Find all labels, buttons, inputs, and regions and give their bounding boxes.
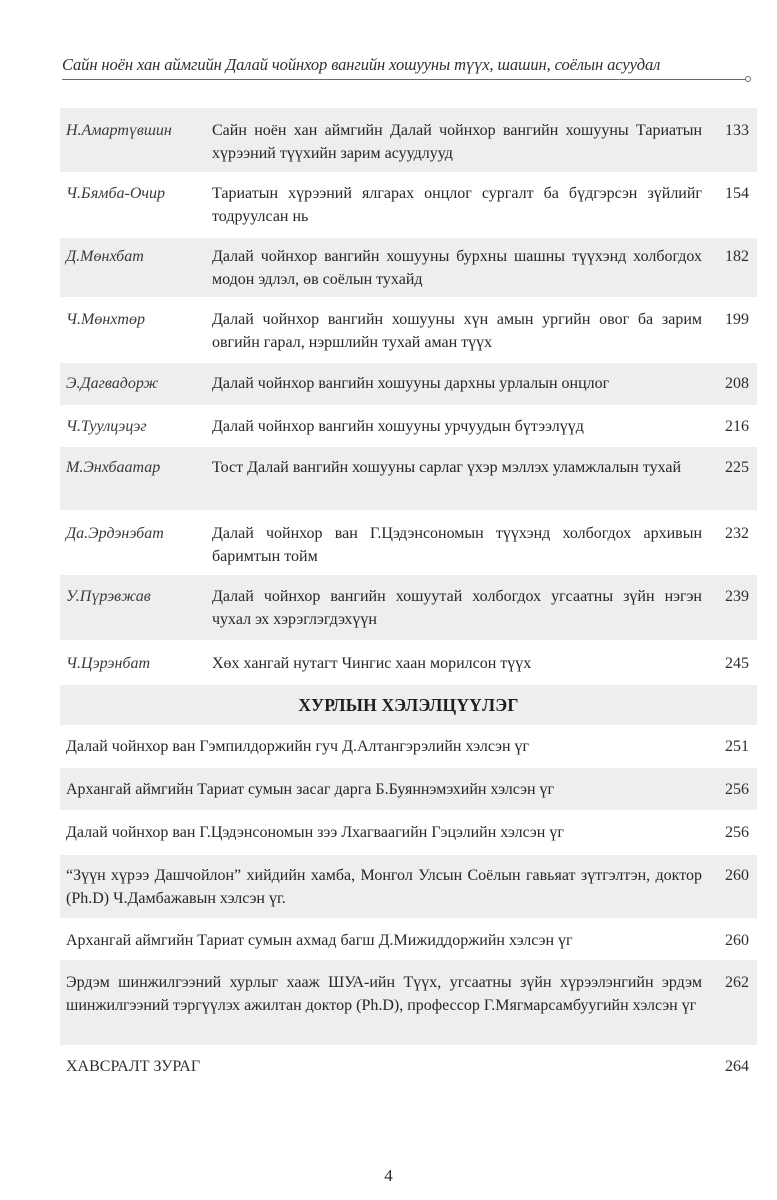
toc-author: Да.Эрдэнэбат <box>66 525 164 542</box>
toc-page-number: 251 <box>725 738 749 755</box>
toc-entry[interactable] <box>60 640 757 685</box>
toc-author: Н.Амартүвшин <box>66 122 172 139</box>
toc-author: Ч.Туулцэцэг <box>66 418 147 435</box>
toc-entry[interactable] <box>60 238 757 297</box>
toc-page-number: 154 <box>725 185 749 202</box>
toc-speech-entry[interactable] <box>60 918 757 960</box>
toc-speech-entry[interactable] <box>60 810 757 855</box>
toc-speech-entry[interactable] <box>60 960 757 1045</box>
toc-page-number: 208 <box>725 375 749 392</box>
toc-author: Ч.Бямба-Очир <box>66 185 166 202</box>
toc-title: Далай чойнхор вангийн хошууны дархны урлалын онцлог <box>212 375 610 392</box>
toc-page-number: 199 <box>725 311 749 328</box>
toc-entry[interactable] <box>60 510 757 575</box>
toc-speech-title: Архангай аймгийн Тариат сумын ахмад багш Д.Мижиддоржийн хэлсэн үг <box>66 932 573 949</box>
toc-title: Далай чойнхор вангийн хошууны бурхны шашны түүхэнд холбогдох модон эдлэл, өв соёлын тухайд <box>212 248 702 288</box>
toc-title: Далай чойнхор вангийн хошуутай холбогдох угсаатны зүйн нэгэн чухал эх хэрэглэгдэхүүн <box>212 588 702 628</box>
toc-title: Далай чойнхор вангийн хошууны хүн амын ургийн овог ба зарим овгийн гарал, нэршлийн тухай аман түүх <box>212 311 702 351</box>
toc-entry[interactable] <box>60 405 757 447</box>
toc-page-number: 260 <box>725 932 749 949</box>
toc-speech-title: Эрдэм шинжилгээний хурлыг хааж ШУА-ийн Түүх, угсаатны зүйн хүрээлэнгийн эрдэм шинжилгээний тэргүүлэх ажилтан доктор (Ph.D), профессор Г.Мягмарсамбуугийн хэлсэн үг <box>66 974 702 1014</box>
toc-author: Э.Дагвадорж <box>66 375 159 392</box>
appendix-label: ХАВСРАЛТ ЗУРАГ <box>66 1058 201 1075</box>
toc-title: Далай чойнхор ван Г.Цэдэнсономын түүхэнд холбогдох архивын баримтын тойм <box>212 525 702 565</box>
toc-entry[interactable] <box>60 108 757 172</box>
toc-page-number: 256 <box>725 824 749 841</box>
running-header: Сайн ноён хан аймгийн Далай чойнхор вангийн хошууны түүх, шашин, соёлын асуудал <box>62 55 661 74</box>
table-of-contents <box>60 108 757 1045</box>
toc-speech-entry[interactable] <box>60 768 757 810</box>
toc-entry[interactable] <box>60 447 757 510</box>
section-heading: ХУРЛЫН ХЭЛЭЛЦҮҮЛЭГ <box>60 685 757 725</box>
toc-page-number: 260 <box>725 867 749 884</box>
toc-page-number: 232 <box>725 525 749 542</box>
toc-page-number: 216 <box>725 418 749 435</box>
toc-speech-title: Далай чойнхор ван Гэмпилдоржийн гуч Д.Алтангэрэлийн хэлсэн үг <box>66 738 530 755</box>
toc-page-number: 262 <box>725 974 749 991</box>
toc-title: Хөх хангай нутагт Чингис хаан морилсон түүх <box>212 655 532 672</box>
toc-speech-entry[interactable] <box>60 855 757 918</box>
page-number: 4 <box>384 1166 393 1185</box>
toc-page-number: 182 <box>725 248 749 265</box>
toc-author: У.Пүрэвжав <box>66 588 151 605</box>
header-rule <box>62 79 746 80</box>
header-rule-end-ornament <box>745 76 751 82</box>
toc-author: Д.Мөнхбат <box>66 248 144 265</box>
toc-entry[interactable] <box>60 297 757 363</box>
toc-page-number: 239 <box>725 588 749 605</box>
toc-speech-title: “Зүүн хүрээ Дашчойлон” хийдийн хамба, Монгол Улсын Соёлын гавьяат зүтгэлтэн, доктор (Ph.D) Ч.Дамбажавын хэлсэн үг. <box>66 867 702 907</box>
toc-author: Ч.Цэрэнбат <box>66 655 151 672</box>
toc-entry[interactable] <box>60 172 757 238</box>
toc-speech-title: Архангай аймгийн Тариат сумын засаг дарга Б.Буяннэмэхийн хэлсэн үг <box>66 781 555 798</box>
toc-page-number: 245 <box>725 655 749 672</box>
toc-speech-title: Далай чойнхор ван Г.Цэдэнсономын зээ Лхагваагийн Гэцэлийн хэлсэн үг <box>66 824 564 841</box>
toc-author: М.Энхбаатар <box>66 459 161 476</box>
toc-title: Сайн ноён хан аймгийн Далай чойнхор вангийн хошууны Тариатын хүрээний түүхийн зарим асуудлууд <box>212 122 702 162</box>
toc-author: Ч.Мөнхтөр <box>66 311 145 328</box>
toc-title: Далай чойнхор вангийн хошууны урчуудын бүтээлүүд <box>212 418 584 435</box>
toc-page-number: 264 <box>725 1058 749 1075</box>
toc-page-number: 133 <box>725 122 749 139</box>
toc-title: Тост Далай вангийн хошууны сарлаг үхэр мэллэх уламжлалын тухай <box>212 459 682 476</box>
toc-page-number: 225 <box>725 459 749 476</box>
toc-entry[interactable] <box>60 575 757 640</box>
toc-entry[interactable] <box>60 363 757 405</box>
toc-title: Тариатын хүрээний ялгарах онцлог сургалт ба бүдгэрсэн зүйлийг тодруулсан нь <box>212 185 702 225</box>
toc-page-number: 256 <box>725 781 749 798</box>
toc-speech-entry[interactable] <box>60 725 757 768</box>
